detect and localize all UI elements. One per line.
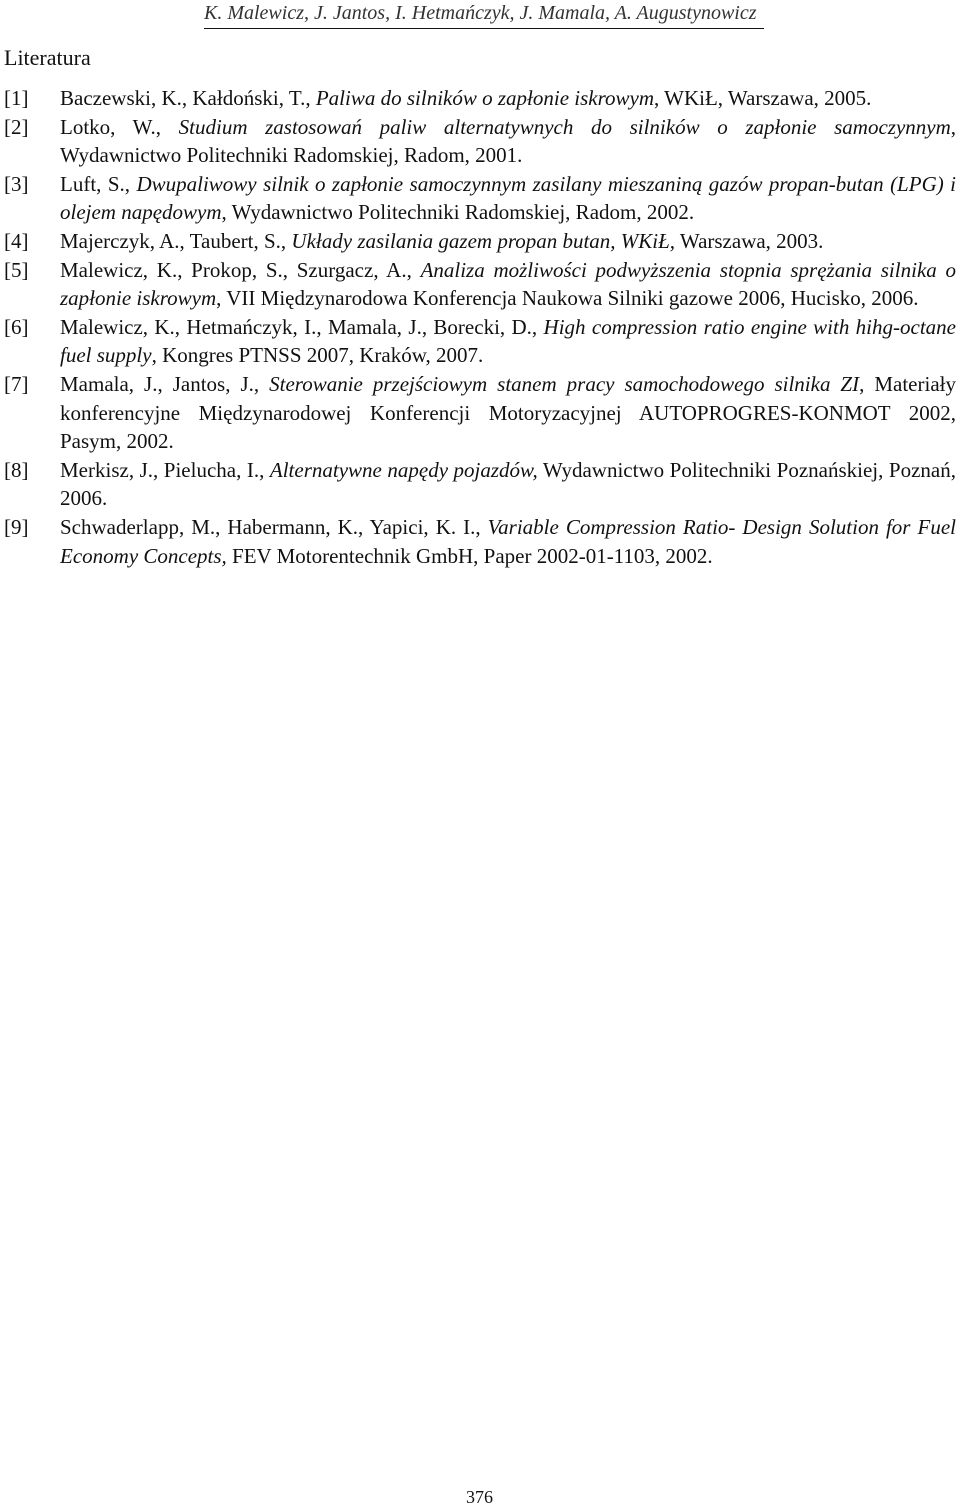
reference-text	[60, 456, 956, 513]
reference-details: , Materiały konferencyjne Międzynarodowej Konferencji Motoryzacyjnej AUTOPROGRES-KONMOT 2002, Pasym, 2002.	[60, 371, 956, 454]
reference-text	[60, 170, 956, 227]
reference-details: Warszawa, 2003.	[675, 228, 824, 253]
reference-title: Variable Compression Ratio- Design Solution for Fuel Economy Concepts,	[60, 514, 956, 568]
running-header: K. Malewicz, J. Jantos, I. Hetmańczyk, J. Mamala, A. Augustynowicz	[204, 0, 764, 29]
reference-number: [6]	[4, 314, 29, 339]
reference-item	[4, 513, 956, 570]
reference-details: FEV Motorentechnik GmbH, Paper 2002-01-1103, 2002.	[226, 543, 713, 568]
reference-item	[4, 170, 956, 227]
reference-details: , VII Międzynarodowa Konferencja Naukowa Silniki gazowe 2006, Hucisko, 2006.	[216, 286, 919, 311]
reference-details: , Kongres PTNSS 2007, Kraków, 2007.	[151, 343, 484, 368]
reference-number: [4]	[4, 228, 29, 253]
reference-item	[4, 313, 956, 370]
reference-title: Dwupaliwowy silnik o zapłonie samoczynnym zasilany mieszaniną gazów propan-butan (LPG) i olejem napędowym	[60, 171, 956, 225]
reference-number: [3]	[4, 171, 29, 196]
reference-item	[4, 456, 956, 513]
reference-authors: Mamala, J., Jantos, J.,	[60, 371, 270, 396]
reference-text	[60, 227, 956, 256]
reference-authors: Luft, S.,	[60, 171, 137, 196]
reference-item	[4, 256, 956, 313]
reference-text	[60, 256, 956, 313]
reference-number: [2]	[4, 114, 29, 139]
reference-details: Wydawnictwo Politechniki Poznańskiej, Poznań, 2006.	[60, 457, 956, 511]
reference-number: [1]	[4, 86, 29, 110]
reference-authors: Merkisz, J., Pielucha, I.,	[60, 457, 270, 482]
reference-authors: Baczewski, K., Kałdoński, T.,	[60, 86, 316, 110]
reference-text	[60, 84, 956, 113]
reference-text	[60, 313, 956, 370]
reference-title: Sterowanie przejściowym stanem pracy samochodowego silnika ZI	[269, 371, 860, 396]
reference-details: , Wydawnictwo Politechniki Radomskiej, Radom, 2001.	[60, 114, 956, 168]
reference-authors: Malewicz, K., Hetmańczyk, I., Mamala, J., Borecki, D.,	[60, 314, 544, 339]
reference-authors: Majerczyk, A., Taubert, S.,	[60, 228, 292, 253]
reference-item	[4, 113, 956, 170]
reference-title: Studium zastosowań paliw alternatywnych do silników o zapłonie samoczynnym	[178, 114, 951, 139]
page-number: 376	[466, 1487, 493, 1507]
reference-authors: Lotko, W.,	[60, 114, 179, 139]
reference-number: [5]	[4, 257, 29, 282]
reference-title: Układy zasilania gazem propan butan, WKiŁ,	[291, 228, 676, 253]
reference-title: Alternatywne napędy pojazdów,	[269, 457, 538, 482]
reference-item	[4, 227, 956, 256]
reference-title: Paliwa do silników o zapłonie iskrowym	[315, 86, 654, 110]
reference-number: [8]	[4, 457, 29, 482]
reference-details: , Wydawnictwo Politechniki Radomskiej, Radom, 2002.	[221, 200, 695, 225]
section-title: Literatura	[4, 45, 91, 70]
reference-title: Analiza możliwości podwyższenia stopnia sprężania silnika o zapłonie iskrowym	[60, 257, 956, 311]
reference-item	[4, 84, 956, 113]
reference-number: [9]	[4, 514, 29, 539]
reference-item	[4, 370, 956, 456]
reference-authors: Schwaderlapp, M., Habermann, K., Yapici, K. I.,	[60, 514, 488, 539]
reference-authors: Malewicz, K., Prokop, S., Szurgacz, A.,	[60, 257, 421, 282]
reference-list	[4, 84, 956, 570]
reference-title: High compression ratio engine with hihg-octane fuel supply	[60, 314, 956, 368]
reference-number: [7]	[4, 371, 29, 396]
reference-text	[60, 113, 956, 170]
reference-text	[60, 513, 956, 570]
reference-details: , WKiŁ, Warszawa, 2005.	[654, 86, 872, 110]
reference-text	[60, 370, 956, 456]
